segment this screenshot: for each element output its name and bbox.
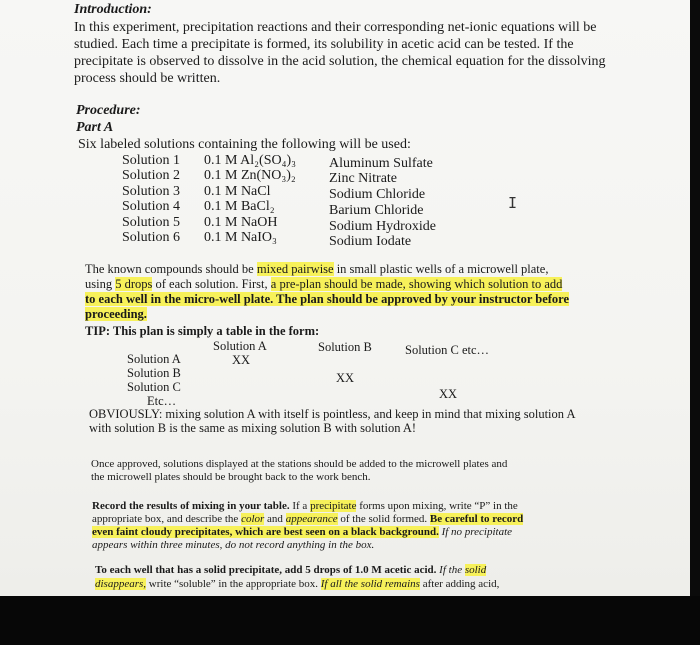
- solution-formula: 0.1 M BaCl₂: [204, 199, 275, 214]
- known-line-2: using 5 drops of each solution. First, a pre-plan should be made, showing which solution to add: [85, 277, 563, 291]
- procedure-heading: Procedure:: [76, 103, 141, 118]
- solution-label: Solution 6: [122, 230, 180, 245]
- record-line-4: appears within three minutes, do not record anything in the box.: [92, 539, 375, 551]
- known-line-4: proceeding.: [85, 307, 147, 321]
- solution-formula: 0.1 M NaOH: [204, 215, 278, 230]
- intro-line-3: precipitate is observed to dissolve in the acid solution, the chemical equation for the dissolving: [74, 54, 606, 69]
- record-line-3: even faint cloudy precipitates, which are best seen on a black background. If no precipitate: [92, 526, 513, 538]
- solution-label: Solution 5: [122, 215, 180, 230]
- plan-col-header: Solution C etc…: [405, 343, 490, 357]
- intro-line-2: studied. Each time a precipitate is formed, its solubility in acetic acid can be tested. If the: [74, 37, 574, 52]
- each-well-line-1: To each well that has a solid precipitate, add 5 drops of 1.0 M acetic acid. If the solid: [95, 564, 487, 576]
- solutions-lead: Six labeled solutions containing the following will be used:: [78, 137, 411, 152]
- plan-row-header: Etc…: [147, 394, 177, 408]
- solution-label: Solution 2: [122, 168, 180, 183]
- solution-formula: 0.1 M NaCl: [204, 184, 271, 199]
- obvious-line-2: with solution B is the same as mixing solution B with solution A!: [89, 421, 417, 435]
- solution-name: Sodium Iodate: [329, 234, 412, 249]
- bottom-black-bar: [0, 596, 700, 645]
- solution-name: Barium Chloride: [329, 203, 424, 218]
- plan-row-header: Solution B: [127, 366, 181, 380]
- solution-formula: 0.1 M Zn(NO₃)₂: [204, 168, 296, 183]
- record-line-1: Record the results of mixing in your table. If a precipitate forms upon mixing, write “P” in the: [92, 500, 518, 512]
- solution-name: Aluminum Sulfate: [329, 156, 433, 171]
- plan-col-header: Solution A: [213, 339, 267, 353]
- part-a-heading: Part A: [76, 120, 114, 135]
- solution-name: Sodium Chloride: [329, 187, 426, 202]
- plan-cell: XX: [439, 387, 458, 401]
- intro-line-1: In this experiment, precipitation reactions and their corresponding net-ionic equations will be: [74, 20, 597, 35]
- tip-line: TIP: This plan is simply a table in the form:: [85, 324, 320, 338]
- plan-col-header: Solution B: [318, 340, 372, 354]
- plan-row-header: Solution A: [127, 352, 181, 366]
- approved-line-1: Once approved, solutions displayed at the stations should be added to the microwell plates and: [91, 458, 508, 470]
- solution-name: Sodium Hydroxide: [329, 219, 436, 234]
- intro-heading: Introduction:: [74, 2, 152, 17]
- record-line-2: appropriate box, and describe the color and appearance of the solid formed. Be careful to record: [92, 513, 524, 525]
- plan-cell: XX: [336, 371, 355, 385]
- solution-label: Solution 3: [122, 184, 180, 199]
- solution-formula: 0.1 M NaIO₃: [204, 230, 277, 245]
- solution-formula: 0.1 M Al₂(SO₄)₃: [204, 153, 297, 168]
- solution-name: Zinc Nitrate: [329, 171, 398, 186]
- plan-row-header: Solution C: [127, 380, 181, 394]
- approved-line-2: the microwell plates should be brought back to the work bench.: [91, 471, 371, 483]
- text-cursor-icon: I: [508, 194, 518, 212]
- known-line-3: to each well in the micro-well plate. The plan should be approved by your instructor before: [85, 292, 570, 306]
- each-well-line-2: disappears, write “soluble” in the appropriate box. If all the solid remains after adding acid,: [95, 578, 500, 590]
- solution-label: Solution 4: [122, 199, 180, 214]
- plan-cell: XX: [232, 353, 251, 367]
- known-line-1: The known compounds should be mixed pairwise in small plastic wells of a microwell plate,: [85, 262, 549, 276]
- solution-label: Solution 1: [122, 153, 180, 168]
- obvious-line-1: OBVIOUSLY: mixing solution A with itself is pointless, and keep in mind that mixing solution A: [89, 407, 576, 421]
- intro-line-4: process should be written.: [74, 71, 221, 86]
